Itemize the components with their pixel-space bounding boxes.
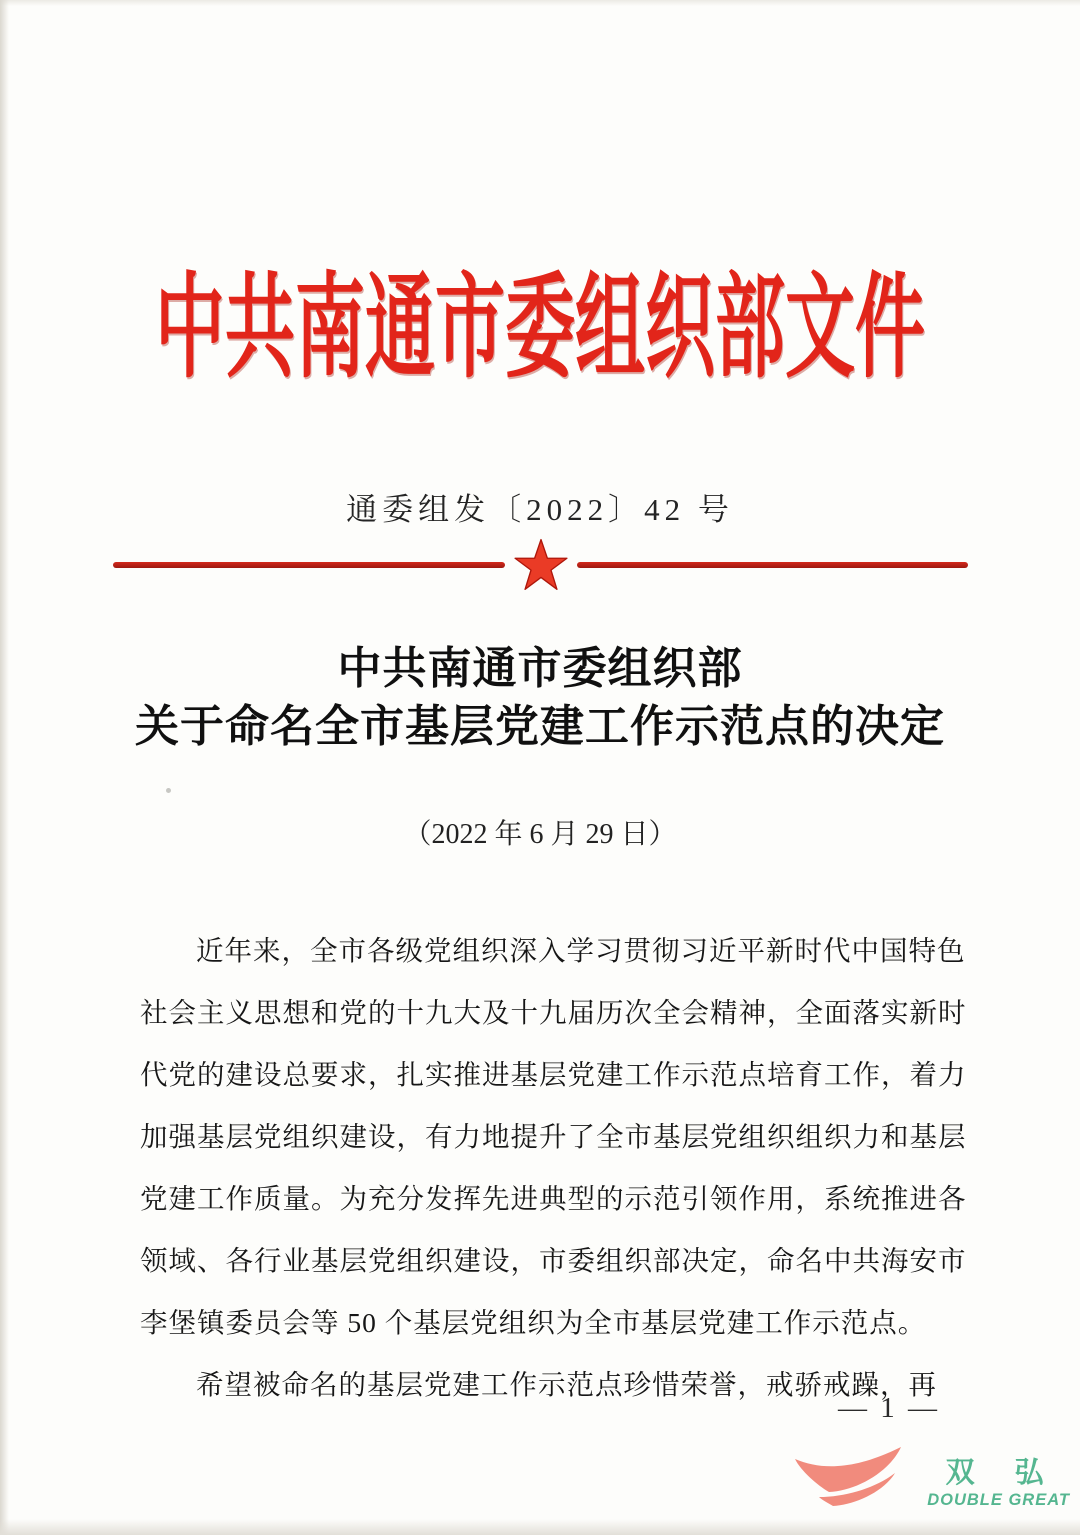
red-divider	[113, 539, 968, 591]
divider-line-left	[113, 562, 505, 568]
body-line: 社会主义思想和党的十九大及十九届历次全会精神，全面落实新时	[140, 997, 967, 1028]
document-title-line2: 关于命名全市基层党建工作示范点的决定	[135, 702, 945, 751]
document-title	[0, 640, 1080, 756]
body-line: 希望被命名的基层党建工作示范点珍惜荣誉，戒骄戒躁，再	[196, 1369, 937, 1400]
body-line: 李堡镇委员会等 50 个基层党组织为全市基层党建工作示范点。	[140, 1307, 927, 1338]
page-number: — 1 —	[838, 1392, 940, 1424]
publisher-watermark	[789, 1445, 1070, 1515]
logo-name-cn: 双 弘	[945, 1457, 1060, 1489]
logo-name-en: DOUBLE GREAT	[927, 1491, 1070, 1509]
document-number: 通委组发〔2022〕42 号	[346, 492, 734, 527]
red-star-icon	[514, 538, 568, 592]
document-date: （2022 年 6 月 29 日）	[403, 819, 677, 850]
body-line: 代党的建设总要求，扎实推进基层党建工作示范点培育工作，着力	[140, 1059, 967, 1090]
stray-ink-mark	[166, 788, 171, 793]
body-line: 党建工作质量。为充分发挥先进典型的示范引领作用，系统推进各	[140, 1183, 967, 1214]
body-line: 加强基层党组织建设，有力地提升了全市基层党组织组织力和基层	[140, 1121, 967, 1152]
body-line: 近年来，全市各级党组织深入学习贯彻习近平新时代中国特色	[196, 935, 966, 966]
publisher-logo-text	[927, 1450, 1070, 1510]
document-title-line1: 中共南通市委组织部	[337, 644, 743, 693]
paper-edge-left	[0, 0, 9, 1535]
paper-edge-bottom	[0, 1519, 1080, 1535]
paper-edge-top	[0, 0, 1080, 6]
document-body	[140, 920, 967, 1416]
divider-line-right	[577, 562, 969, 568]
body-line: 领域、各行业基层党组织建设，市委组织部决定，命名中共海安市	[140, 1245, 967, 1276]
double-great-swoosh-icon	[789, 1445, 917, 1515]
red-header-banner	[0, 267, 1080, 393]
red-header-title: 中共南通市委组织部文件	[155, 267, 925, 393]
